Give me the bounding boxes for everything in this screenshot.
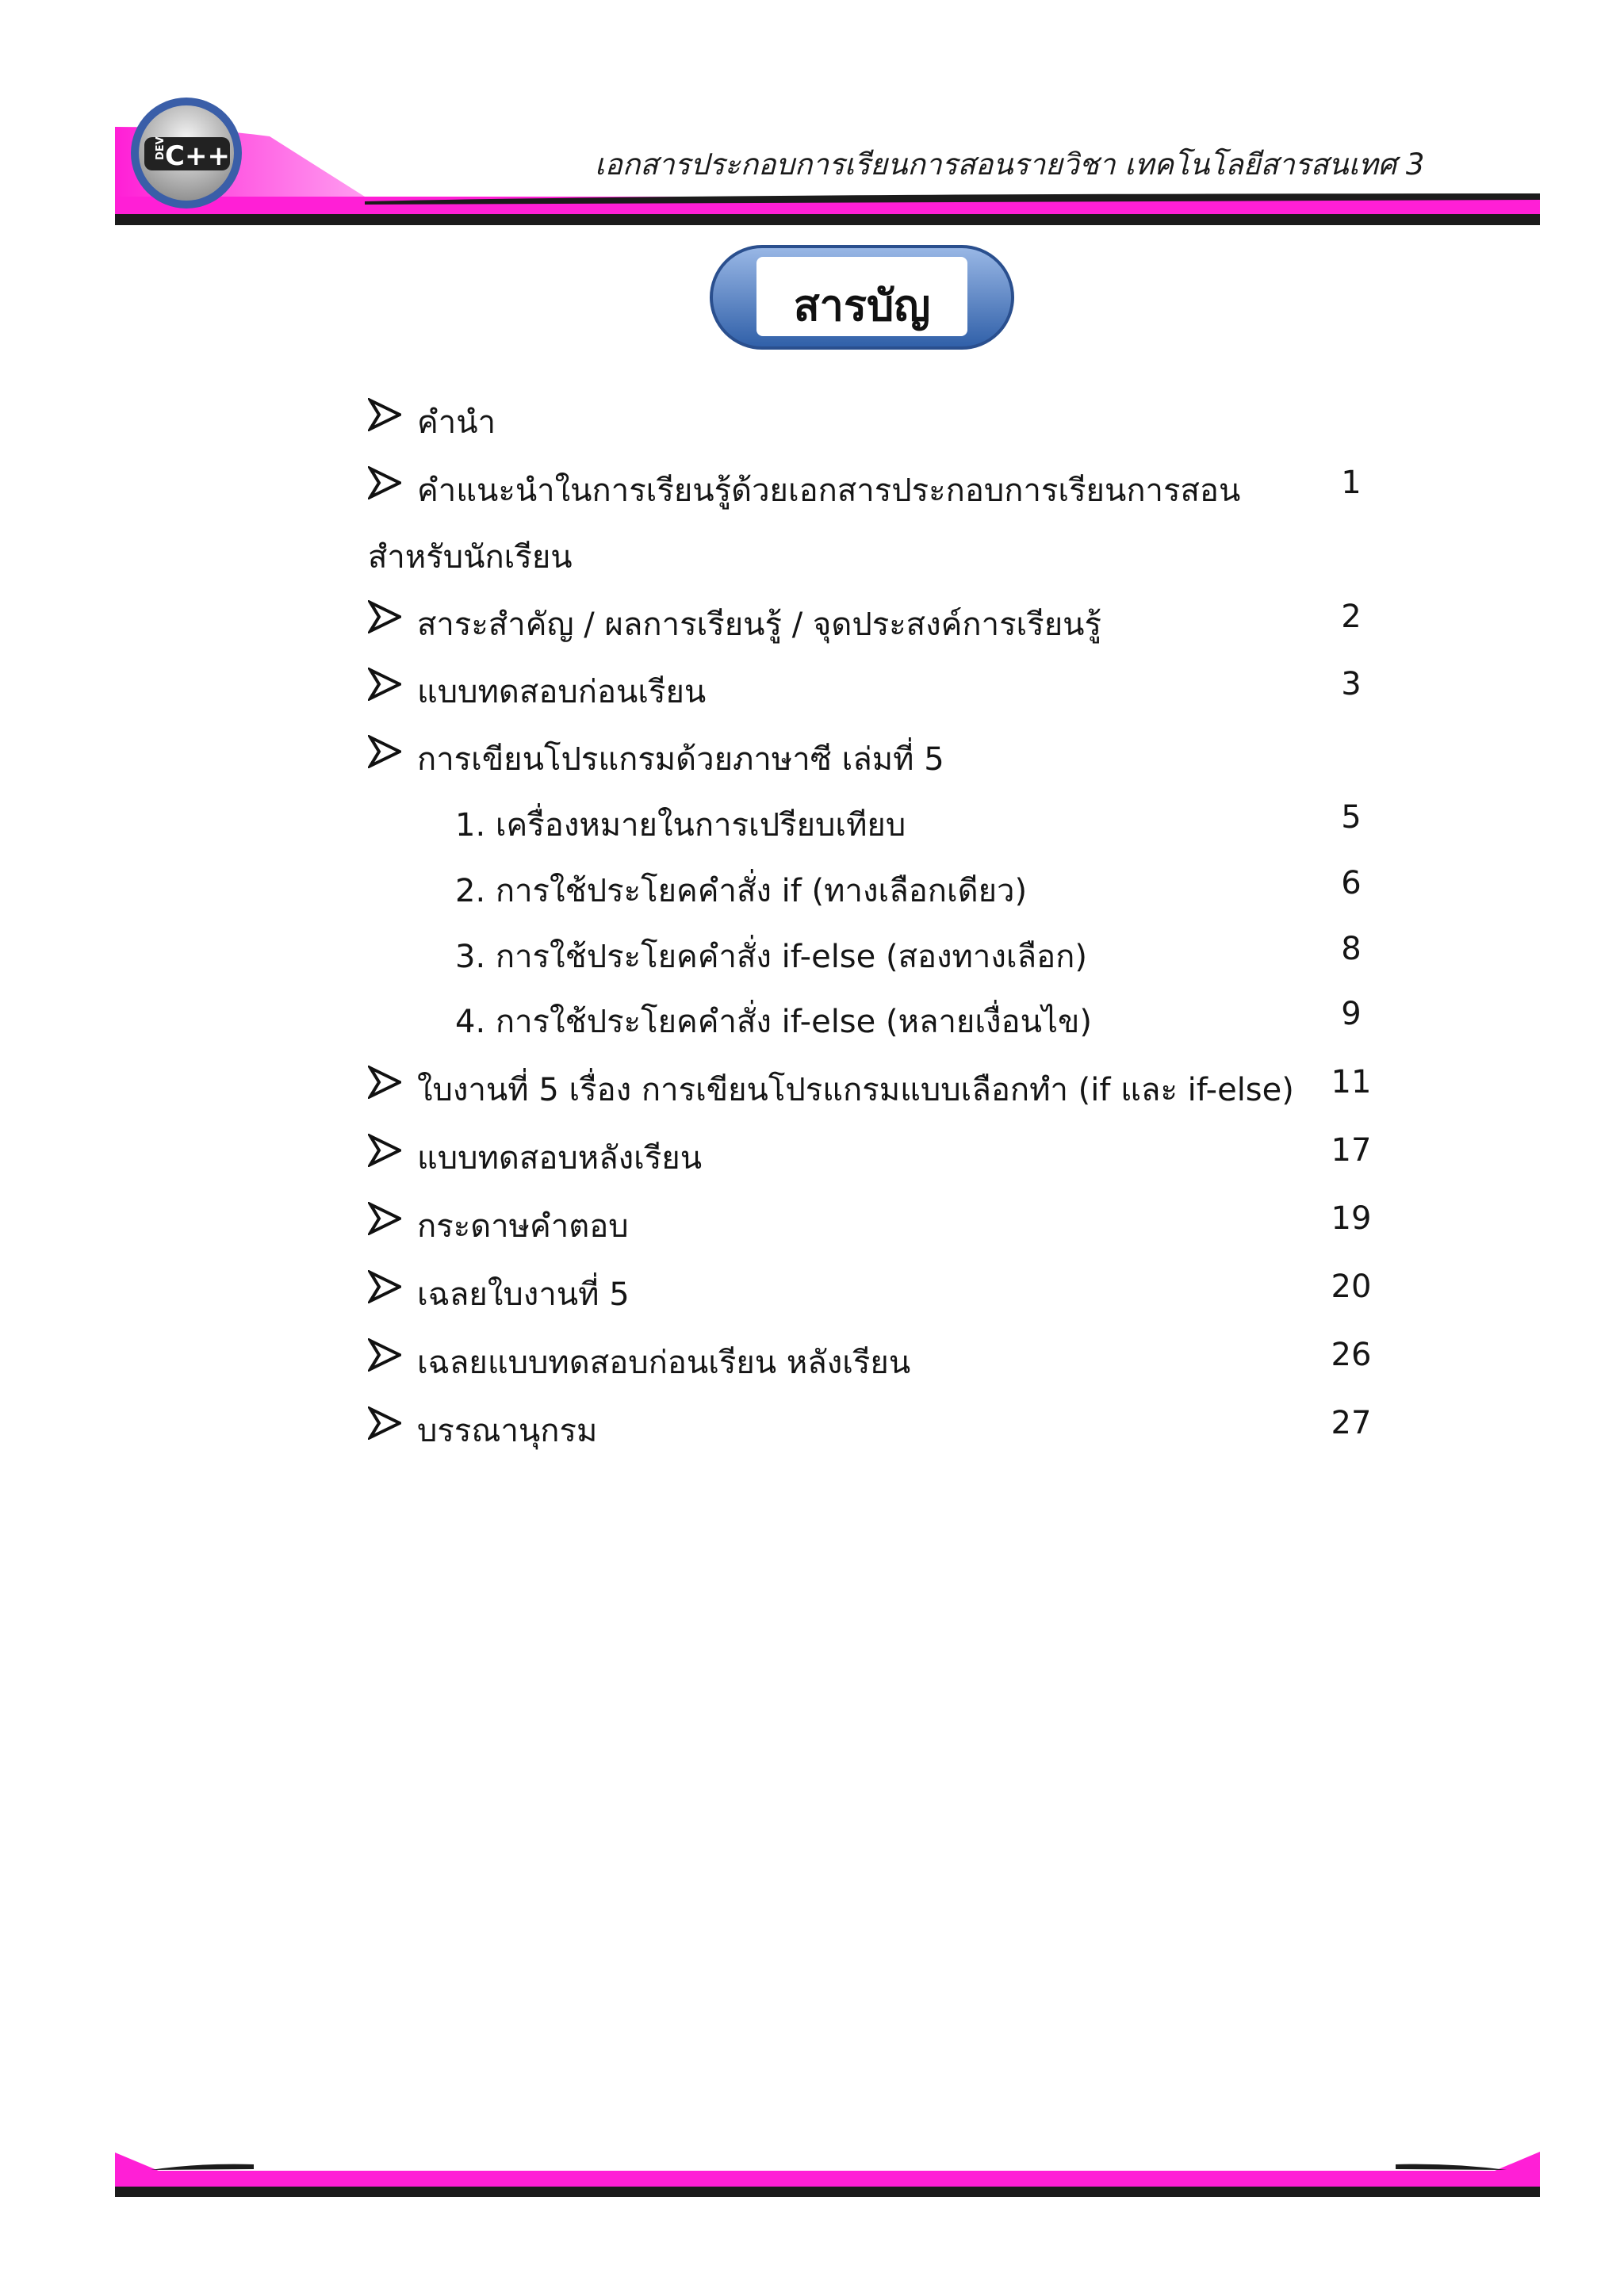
arrow-bullet-icon [368,735,401,768]
toc-subentry-label: 1. เครื่องหมายในการเปรียบเทียบ [455,807,906,844]
toc-entry-page: 8 [1341,931,1362,967]
toc-row [368,1056,1399,1112]
toc-entry-label: สาระสำคัญ / ผลการเรียนรู้ / จุดประสงค์การเรียนรู้ [417,607,1101,643]
toc-row [368,725,1399,781]
toc-row [368,658,1399,714]
arrow-bullet-icon [368,600,401,633]
toc-entry-label: เฉลยแบบทดสอบก่อนเรียน หลังเรียน [417,1345,911,1381]
arrow-bullet-icon [368,1338,401,1372]
toc-entry-page: 27 [1331,1405,1372,1441]
toc-entry-label: แบบทดสอบหลังเรียน [417,1140,703,1177]
toc-subrow [368,791,1399,847]
toc-subentry-label: 3. การใช้ประโยคคำสั่ง if-else (สองทางเลือก) [455,939,1087,975]
toc-entry-page: 19 [1331,1200,1372,1237]
arrow-bullet-icon [368,398,401,431]
toc-subentry-label: 2. การใช้ประโยคคำสั่ง if (ทางเลือกเดียว) [455,873,1028,909]
toc-row [368,1124,1399,1180]
toc-row [368,523,1399,579]
toc-entry-page: 17 [1331,1132,1372,1169]
svg-text:DEV: DEV [155,136,167,160]
toc-row [368,457,1399,512]
dev-cpp-logo-icon [127,94,246,212]
toc-entry-page: 1 [1341,465,1362,501]
toc-entry-page: 6 [1341,865,1362,901]
toc-entry-page: 9 [1341,996,1362,1032]
page-header [0,0,1624,238]
arrow-bullet-icon [368,1202,401,1235]
toc-row [368,1192,1399,1248]
toc-entry-label: คำนำ [417,404,496,441]
arrow-bullet-icon [368,1270,401,1303]
header-title: เอกสารประกอบการเรียนการสอนรายวิชา เทคโนโลยีสารสนเทศ 3 [595,147,1425,182]
arrow-bullet-icon [368,1406,401,1440]
toc-entry-page: 11 [1331,1064,1372,1100]
toc-row [368,591,1399,646]
toc-entry-page: 2 [1341,599,1362,635]
arrow-bullet-icon [368,1066,401,1099]
footer-band [0,2141,1624,2220]
toc-entry-label: แบบทดสอบก่อนเรียน [417,674,707,710]
toc-entry-page: 20 [1331,1269,1372,1305]
toc-title: สารบัญ [793,281,931,331]
toc-subentry-label: 4. การใช้ประโยคคำสั่ง if-else (หลายเงื่อนไข) [455,1004,1092,1040]
page-footer [0,2141,1624,2220]
toc-entry-label: กระดาษคำตอบ [417,1208,629,1245]
svg-text:C++: C++ [165,140,230,172]
toc-entry-page: 26 [1331,1337,1372,1373]
toc-row [368,1329,1399,1384]
toc-entry-label: การเขียนโปรแกรมด้วยภาษาซี เล่มที่ 5 [417,741,944,778]
toc-entry-label: เฉลยใบงานที่ 5 [417,1276,630,1313]
toc-subrow [368,988,1399,1043]
toc-entry-label: บรรณานุกรม [417,1413,598,1449]
toc-entry-label: คำแนะนำในการเรียนรู้ด้วยเอกสารประกอบการเรียนการสอน [417,473,1241,509]
arrow-bullet-icon [368,668,401,701]
toc-subrow [368,923,1399,978]
toc-entry-label: ใบงานที่ 5 เรื่อง การเขียนโปรแกรมแบบเลือกทำ (if และ if-else) [417,1072,1294,1108]
toc-row [368,388,1399,444]
toc-row [368,1397,1399,1452]
toc-entry-page: 3 [1341,666,1362,702]
arrow-bullet-icon [368,1134,401,1167]
toc-title-badge [709,244,1015,350]
arrow-bullet-icon [368,466,401,499]
toc-entry-page: 5 [1341,799,1362,836]
toc-entry-label-continued: สำหรับนักเรียน [368,539,573,576]
toc-row [368,1261,1399,1316]
toc-subrow [368,857,1399,913]
